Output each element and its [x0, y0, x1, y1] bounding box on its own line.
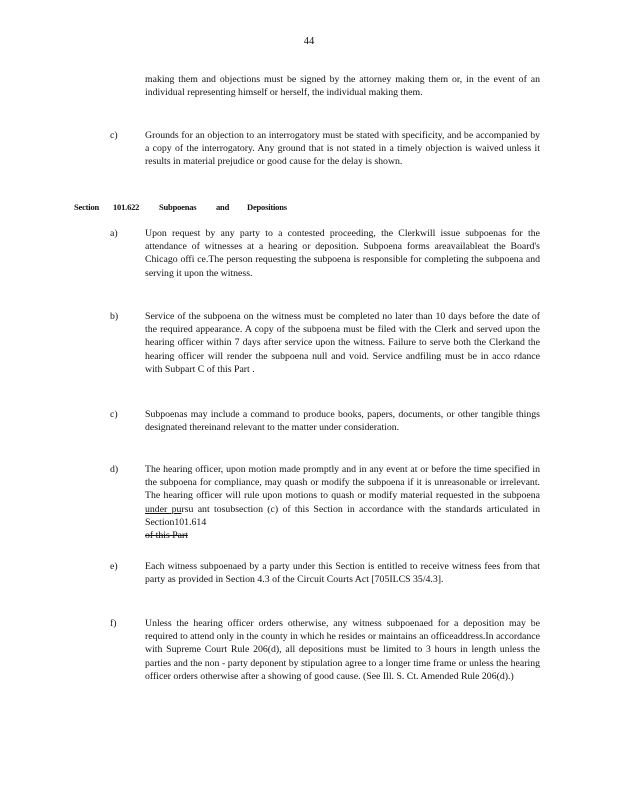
page-number: 44 — [303, 36, 315, 47]
item-text-f: Unless the hearing officer orders otherwise, any witness subpoenaed for a deposition may be required to attend only in the county in which he resides or maintains an officeaddress.In accordance with Supreme Court Rule 206(d), all depositions must be limited to 3 hours in length unless the parties and the non - party deponent by stipulation agree to a longer time frame or unless the hearing officer orders otherwise after a showing of good cause. (See Ill. S. Ct. Amended Rule 206(d).) — [145, 618, 540, 682]
section-word: Section — [74, 202, 100, 212]
item-text-a: Upon request by any party to a contested proceeding, the Clerkwill issue subpoenas for the attendance of witnesses at a hearing or deposition. Subpoena forms areavailableat the Board's Chicago offi ce.The person requesting the subpoena is responsible for completing the subpoena and serving it upon the witness. — [145, 228, 540, 279]
item-label-c-objection: c) — [110, 130, 118, 141]
section-title-and: and — [216, 202, 230, 212]
item-label-c: c) — [110, 409, 118, 420]
section-number: 101.622 — [113, 202, 140, 212]
section-title-depositions: Depositions — [247, 202, 287, 212]
item-text-c-objection: Grounds for an objection to an interrogatory must be stated with specificity, and be accompanied by a copy of the interrogatory. Any ground that is not stated in a timely objection is waived unless it results in material prejudice or good cause for the delay is shown. — [145, 130, 540, 168]
item-label-f: f) — [110, 618, 117, 629]
item-text-d-deleted: of this Part — [145, 530, 188, 542]
intro-paragraph: making them and objections must be signed by the attorney making them or, in the event of an individual representing himself or herself, the individual making them. — [145, 74, 540, 99]
item-label-b: b) — [110, 311, 119, 322]
section-title-subpoenas: Subpoenas — [159, 202, 197, 212]
item-label-d: d) — [110, 464, 119, 475]
item-text-e: Each witness subpoenaed by a party under this Section is entitled to receive witness fees from that party as provided in Section 4.3 of the Circuit Courts Act [705ILCS 35/4.3]. — [145, 561, 540, 586]
item-label-a: a) — [110, 228, 118, 239]
item-text-b: Service of the subpoena on the witness must be completed no later than 10 days before the date of the required appearance. A copy of the subpoena must be filed with the Clerk and served upon the hearing officer within 7 days after service upon the witness. Failure to serve both the Clerkand the hearing officer will render the subpoena null and void. Service andfiling must be in acco rdance with Subpart C of this Part . — [145, 311, 540, 375]
item-text-d-rest: rsu ant tosubsection (c) of this Section in accordance with the standards articulated in Section101.614 — [145, 503, 540, 528]
item-label-e: e) — [110, 561, 118, 572]
item-text-d-main: The hearing officer, upon motion made promptly and in any event at or before the time specified in the subpoena for compliance, may quash or modify the subpoena if it is unreasonable or irrelevant. The hearing officer will rule upon motions to quash or modify material requested in the subpoena — [145, 464, 540, 502]
item-text-d-inserted: under pu — [145, 503, 182, 515]
item-text-c: Subpoenas may include a command to produce books, papers, documents, or other tangible things designated thereinand relevant to the matter under consideration. — [145, 409, 540, 434]
item-text-d — [145, 463, 540, 542]
